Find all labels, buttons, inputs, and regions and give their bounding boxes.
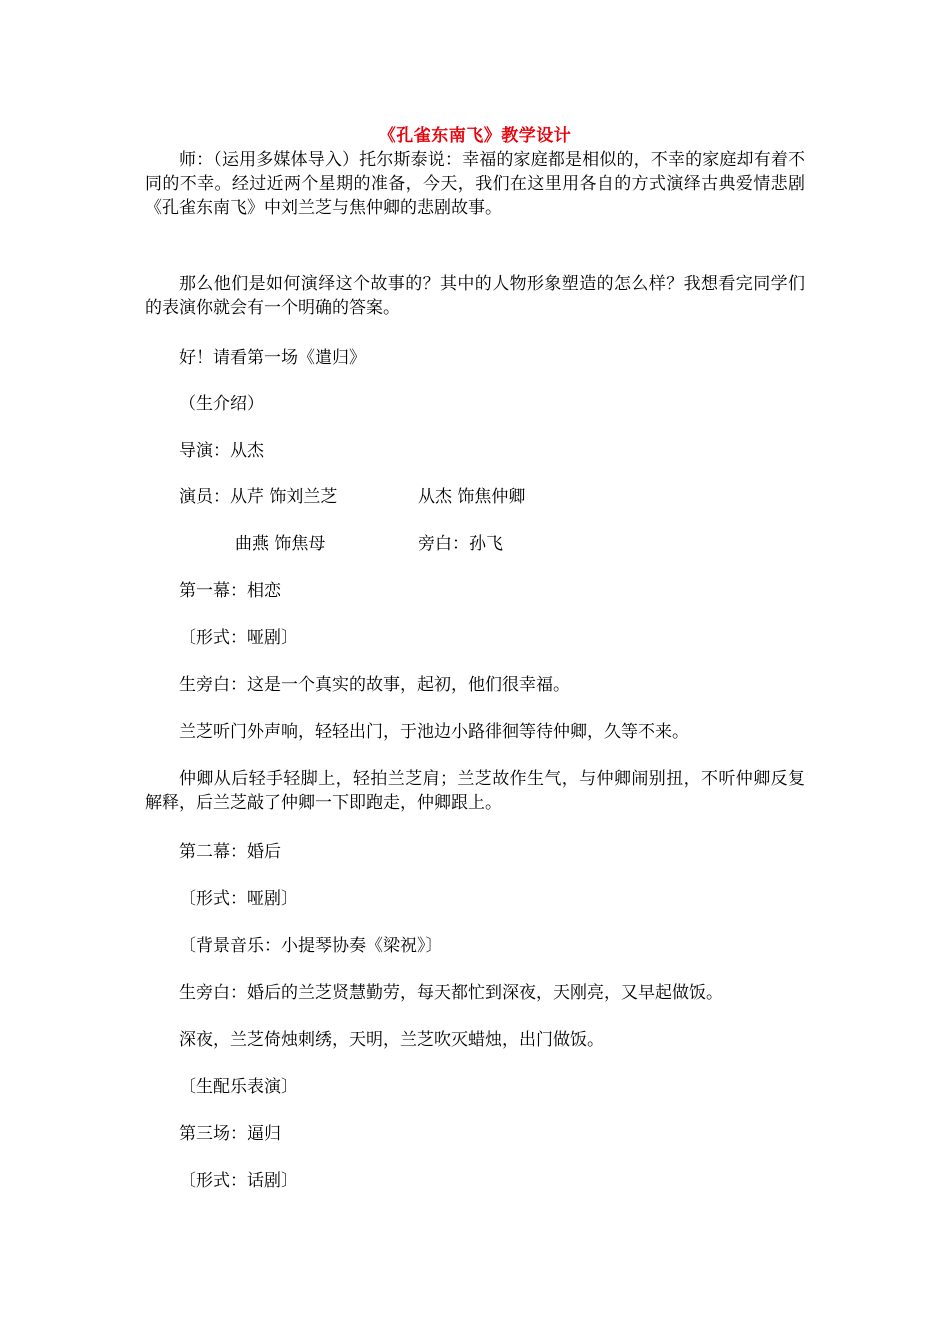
paragraph-question: 那么他们是如何演绎这个故事的？其中的人物形象塑造的怎么样？我想看完同学们的表演你就会有一个明确的答案。 bbox=[145, 274, 805, 318]
paragraph-zhongqing: 仲卿从后轻手轻脚上，轻拍兰芝肩；兰芝故作生气，与仲卿闹别扭，不听仲卿反复解释，后兰芝敲了仲卿一下即跑走，仲卿跟上。 bbox=[145, 769, 805, 813]
line-lanzhi-waits: 兰芝听门外声响，轻轻出门，于池边小路徘徊等待仲卿，久等不来。 bbox=[179, 722, 689, 742]
document-title: 《孔雀东南飞》教学设计 bbox=[378, 126, 572, 146]
line-background-music: 〔背景音乐：小提琴协奏《梁祝》〕 bbox=[179, 936, 443, 956]
line-first-scene: 好！请看第一场《遣归》 bbox=[179, 348, 366, 368]
line-form-drama: 〔形式：话剧〕 bbox=[179, 1171, 298, 1191]
line-scene-three: 第三场：逼归 bbox=[179, 1124, 281, 1144]
line-music-performance: 〔生配乐表演〕 bbox=[179, 1077, 298, 1097]
line-student-intro: （生介绍） bbox=[179, 394, 264, 414]
line-night-embroidery: 深夜，兰芝倚烛刺绣，天明，兰芝吹灭蜡烛，出门做饭。 bbox=[179, 1030, 604, 1050]
line-act-one: 第一幕：相恋 bbox=[179, 581, 281, 601]
line-form-mime-1: 〔形式：哑剧〕 bbox=[179, 628, 298, 648]
line-director: 导演：从杰 bbox=[179, 441, 264, 461]
line-narrator: 旁白：孙飞 bbox=[418, 534, 503, 554]
line-act-two: 第二幕：婚后 bbox=[179, 842, 281, 862]
line-narration-1: 生旁白：这是一个真实的故事，起初，他们很幸福。 bbox=[179, 675, 570, 695]
paragraph-intro: 师：（运用多媒体导入）托尔斯泰说：幸福的家庭都是相似的，不幸的家庭却有着不同的不幸。经过近两个星期的准备，今天，我们在这里用各自的方式演绎古典爱情悲剧《孔雀东南飞》中刘兰芝与焦仲卿的悲剧故事。 bbox=[145, 150, 805, 218]
line-actors: 演员：从芹 饰刘兰芝 bbox=[179, 487, 338, 507]
line-narration-2: 生旁白：婚后的兰芝贤慧勤劳，每天都忙到深夜，天刚亮，又早起做饭。 bbox=[179, 983, 723, 1003]
line-actor-mother: 曲燕 饰焦母 bbox=[235, 534, 326, 554]
line-form-mime-2: 〔形式：哑剧〕 bbox=[179, 889, 298, 909]
line-actor-jiao: 从杰 饰焦仲卿 bbox=[418, 487, 526, 507]
